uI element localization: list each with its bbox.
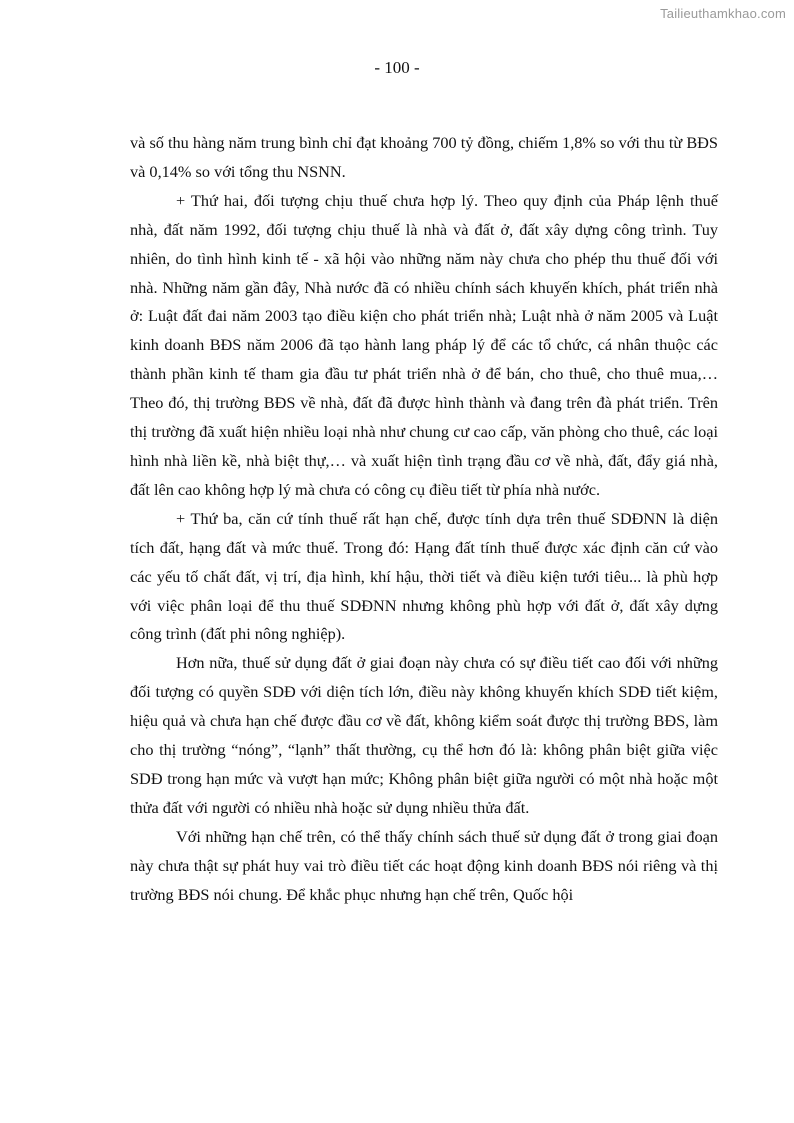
paragraph-third-point: + Thứ ba, căn cứ tính thuế rất hạn chế, được tính dựa trên thuế SDĐNN là diện tích đất, hạng đất và mức thuế. Trong đó: Hạng đất tính thuế được xác định căn cứ vào các yếu tố chất đất, vị trí, địa hình, khí hậu, thời tiết và điều kiện tưới tiêu... là phù hợp với việc phân loại để thu thuế SDĐNN nhưng không phù hợp với đất ở, đất xây dựng công trình (đất phi nông nghiệp). (130, 508, 718, 644)
watermark: Tailieuthamkhao.com (660, 6, 786, 21)
page-number: - 100 - (374, 58, 420, 77)
paragraph-conclusion: Với những hạn chế trên, có thể thấy chính sách thuế sử dụng đất ở trong giai đoạn này chưa thật sự phát huy vai trò điều tiết các hoạt động kinh doanh BĐS nói riêng và thị trường BĐS nói chung. Để khắc phục nhưng hạn chế trên, Quốc hội (130, 826, 718, 904)
document-body (130, 129, 718, 909)
paragraph-continuation: và số thu hàng năm trung bình chỉ đạt khoảng 700 tỷ đồng, chiếm 1,8% so với thu từ BĐS và 0,14% so với tổng thu NSNN. (130, 133, 718, 181)
paragraph-second-point: + Thứ hai, đối tượng chịu thuế chưa hợp lý. Theo quy định của Pháp lệnh thuế nhà, đất năm 1992, đối tượng chịu thuế là nhà và đất ở, đất xây dựng công trình. Tuy nhiên, do tình hình kinh tế - xã hội vào những năm này chưa cho phép thu thuế đối với nhà. Những năm gần đây, Nhà nước đã có nhiều chính sách khuyến khích, phát triển nhà ở: Luật đất đai năm 2003 tạo điều kiện cho phát triển nhà; Luật nhà ở năm 2005 và Luật kinh doanh BĐS năm 2006 đã tạo hành lang pháp lý để các tổ chức, cá nhân thuộc các thành phần kinh tế tham gia đầu tư phát triển nhà ở để bán, cho thuê, cho thuê mua,… Theo đó, thị trường BĐS về nhà, đất đã được hình thành và đang trên đà phát triển. Trên thị trường đã xuất hiện nhiều loại nhà như chung cư cao cấp, văn phòng cho thuê, các loại hình nhà liền kề, nhà biệt thự,… và xuất hiện tình trạng đầu cơ về nhà, đất, đẩy giá nhà, đất lên cao không hợp lý mà chưa có công cụ điều tiết từ phía nhà nước. (130, 190, 718, 499)
paragraph-furthermore: Hơn nữa, thuế sử dụng đất ở giai đoạn này chưa có sự điều tiết cao đối với những đối tượng có quyền SDĐ với diện tích lớn, điều này không khuyến khích SDĐ tiết kiệm, hiệu quả và chưa hạn chế được đầu cơ về đất, không kiểm soát được thị trường BĐS, làm cho thị trường “nóng”, “lạnh” thất thường, cụ thể hơn đó là: không phân biệt giữa việc SDĐ trong hạn mức và vượt hạn mức; Không phân biệt giữa người có một nhà hoặc một thửa đất với người có nhiều nhà hoặc sử dụng nhiều thửa đất. (130, 653, 718, 817)
